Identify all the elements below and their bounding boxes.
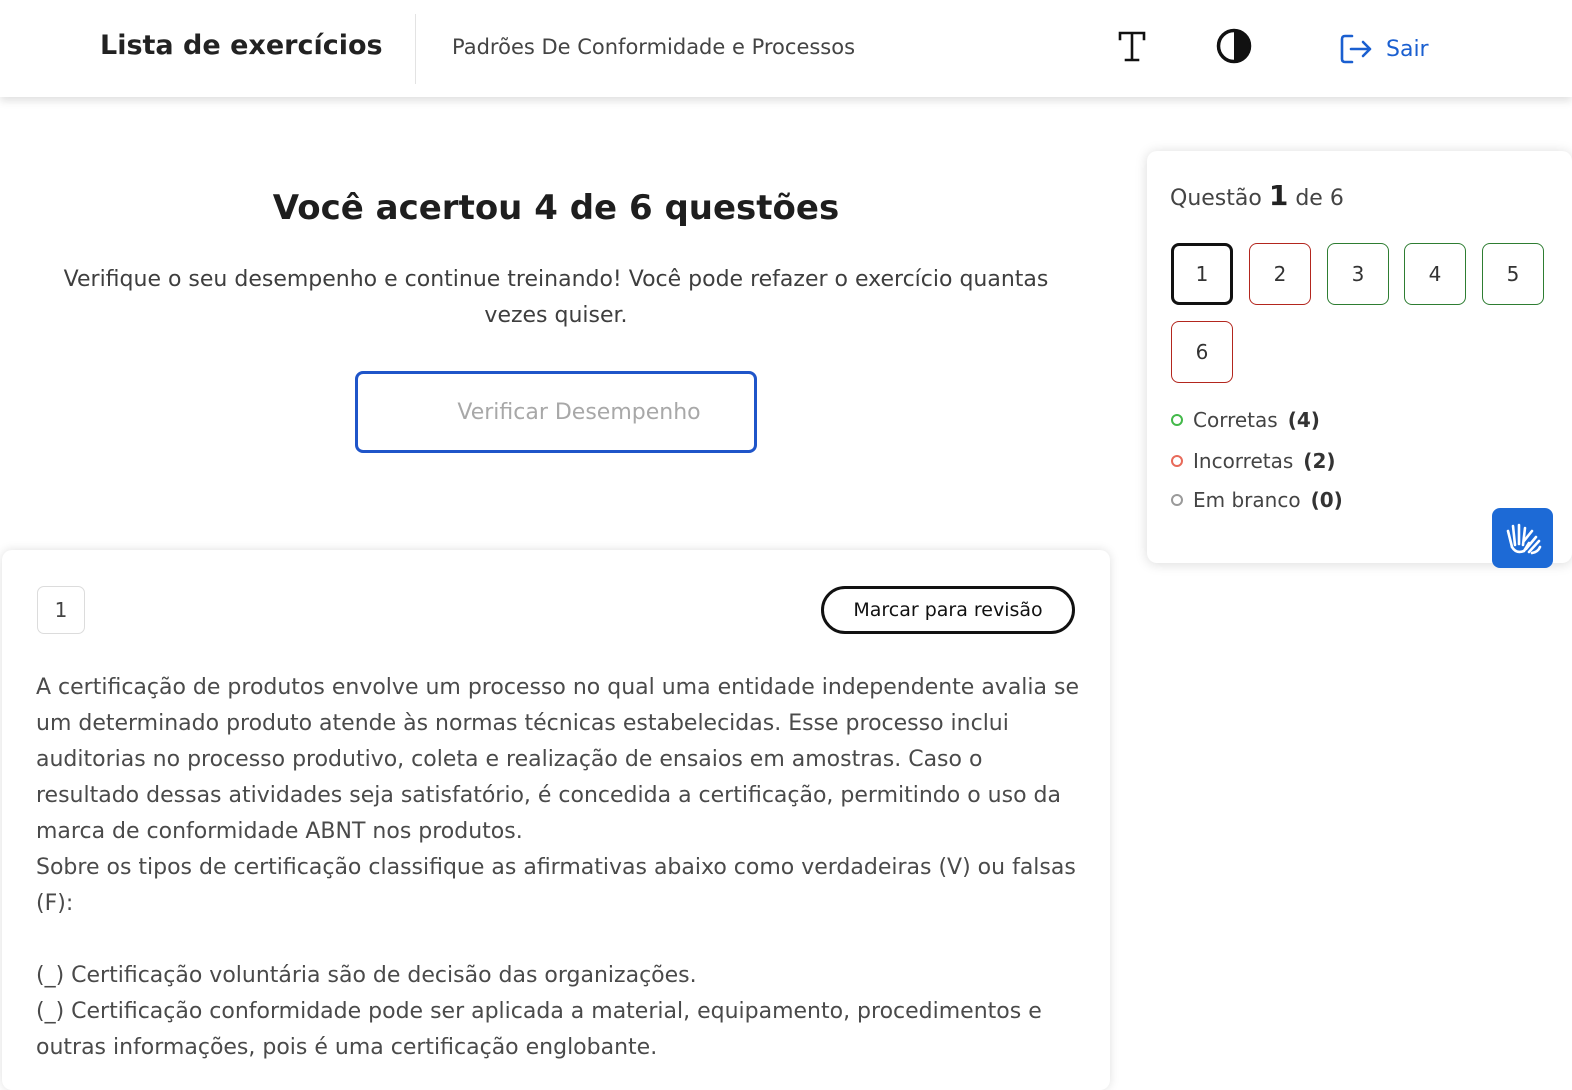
question-nav-button-5[interactable]: 5 [1482, 243, 1544, 305]
text-size-button[interactable] [1114, 28, 1150, 64]
legend-blank [1171, 488, 1343, 512]
counter-prefix: Questão [1170, 186, 1262, 211]
question-number: 1 [37, 586, 85, 634]
contrast-button[interactable] [1214, 27, 1254, 67]
sign-language-button[interactable] [1492, 508, 1553, 568]
question-nav-button-4[interactable]: 4 [1404, 243, 1466, 305]
legend-blank-label: Em branco [1193, 488, 1301, 512]
logout-button[interactable] [1338, 30, 1448, 68]
legend-incorrect-label: Incorretas [1193, 449, 1294, 473]
legend-blank-count: (0) [1310, 488, 1343, 512]
question-card [2, 550, 1110, 1090]
counter-mid: de [1295, 186, 1323, 211]
incorrect-dot-icon [1171, 455, 1183, 467]
question-text: A certificação de produtos envolve um processo no qual uma entidade independente avalia se um determinado produto atende às normas técnicas estabelecidas. Esse processo inclui auditorias no processo produtivo, coleta e realização de ensaios em amostras. Caso o resultado dessas atividades seja satisfatório, é concedida a certificação, permitindo o uso da marca de conformidade ABNT nos produtos. Sobre os tipos de certificação classifique as afirmativas abaixo como verdadeiras (V) ou falsas (F): (_) Certificação voluntária são de decisão das organizações. (_) Certificação conformidade pode ser aplicada a material, equipamento, procedimentos e outras informações, pois é uma certificação englobante. [36, 675, 1080, 1060]
legend-incorrect [1171, 449, 1336, 473]
blank-dot-icon [1171, 494, 1183, 506]
legend-incorrect-count: (2) [1303, 449, 1336, 473]
top-header [0, 0, 1572, 97]
question-nav-button-2[interactable]: 2 [1249, 243, 1311, 305]
legend-correct-label: Corretas [1193, 408, 1278, 432]
legend-correct-count: (4) [1287, 408, 1320, 432]
text-size-icon [1114, 28, 1150, 64]
legend-correct [1171, 408, 1320, 432]
question-navigator [1147, 151, 1572, 563]
mark-for-review-button[interactable]: Marcar para revisão [821, 586, 1075, 634]
verify-performance-button[interactable]: Verificar Desempenho [355, 371, 757, 453]
result-subtitle: Verifique o seu desempenho e continue treinando! Você pode refazer o exercício quantas vezes quiser. [63, 267, 1049, 328]
header-divider [415, 14, 416, 84]
logout-label: Sair [1386, 36, 1429, 62]
app-title: Lista de exercícios [100, 30, 383, 61]
course-title: Padrões De Conformidade e Processos [452, 35, 856, 59]
question-nav-button-6[interactable]: 6 [1171, 321, 1233, 383]
result-title: Você acertou 4 de 6 questões [272, 188, 840, 228]
correct-dot-icon [1171, 414, 1183, 426]
question-nav-button-3[interactable]: 3 [1327, 243, 1389, 305]
counter-current: 1 [1268, 179, 1289, 212]
sign-language-hands-icon [1502, 517, 1544, 559]
counter-total: 6 [1329, 186, 1344, 211]
logout-icon [1338, 31, 1374, 67]
contrast-icon [1214, 27, 1254, 67]
question-counter [1170, 179, 1344, 212]
question-nav-button-1[interactable]: 1 [1171, 243, 1233, 305]
